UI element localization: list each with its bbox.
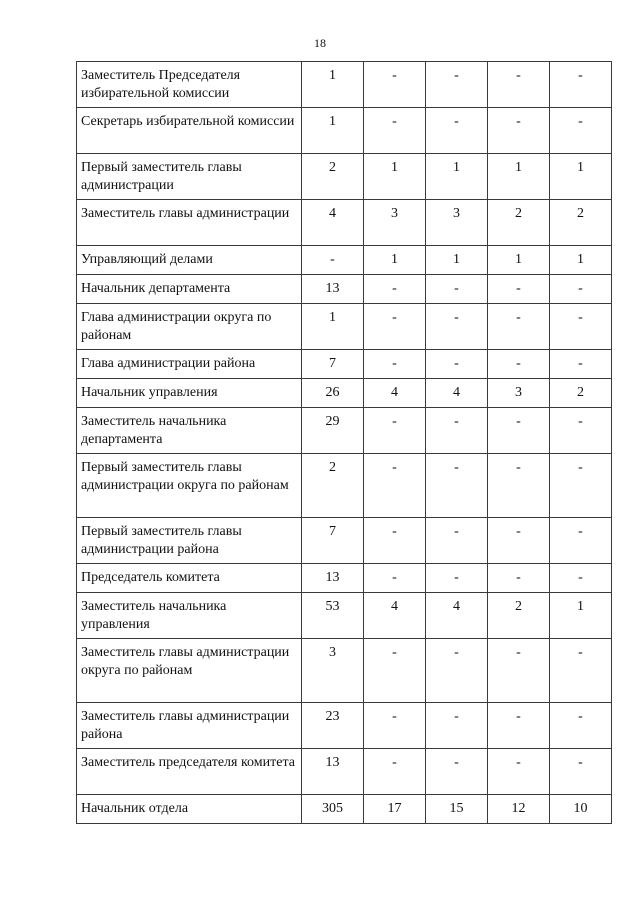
count-cell-1: -	[364, 454, 426, 518]
count-cell-1: -	[364, 275, 426, 304]
table-row	[77, 200, 612, 246]
count-cell-1: 3	[364, 200, 426, 246]
table-row	[77, 246, 612, 275]
count-cell-3: -	[488, 62, 550, 108]
count-cell-total: 1	[302, 62, 364, 108]
count-cell-total: 26	[302, 379, 364, 408]
position-title-cell: Глава администрации района	[77, 350, 302, 379]
count-cell-1: -	[364, 703, 426, 749]
count-cell-4: -	[550, 749, 612, 795]
table-row	[77, 108, 612, 154]
count-cell-4: -	[550, 350, 612, 379]
count-cell-4: 10	[550, 795, 612, 824]
count-cell-2: 4	[426, 379, 488, 408]
count-cell-4: -	[550, 639, 612, 703]
count-cell-total: 29	[302, 408, 364, 454]
table-body	[77, 62, 612, 824]
count-cell-2: -	[426, 454, 488, 518]
count-cell-4: 1	[550, 154, 612, 200]
page-number: 18	[314, 36, 326, 50]
count-cell-3: -	[488, 454, 550, 518]
count-cell-3: 3	[488, 379, 550, 408]
table-row	[77, 62, 612, 108]
count-cell-3: -	[488, 350, 550, 379]
count-cell-4: -	[550, 518, 612, 564]
count-cell-3: 2	[488, 200, 550, 246]
count-cell-3: -	[488, 749, 550, 795]
count-cell-total: 13	[302, 564, 364, 593]
count-cell-2: -	[426, 62, 488, 108]
position-title-cell: Управляющий делами	[77, 246, 302, 275]
position-title-cell: Глава администрации округа по районам	[77, 304, 302, 350]
count-cell-2: -	[426, 108, 488, 154]
count-cell-4: -	[550, 275, 612, 304]
count-cell-1: -	[364, 304, 426, 350]
count-cell-total: 305	[302, 795, 364, 824]
count-cell-2: -	[426, 275, 488, 304]
count-cell-3: 2	[488, 593, 550, 639]
count-cell-1: 4	[364, 593, 426, 639]
count-cell-total: 4	[302, 200, 364, 246]
position-title-cell: Начальник департамента	[77, 275, 302, 304]
count-cell-2: 15	[426, 795, 488, 824]
table-row	[77, 275, 612, 304]
count-cell-total: 2	[302, 454, 364, 518]
count-cell-total: 23	[302, 703, 364, 749]
count-cell-1: -	[364, 639, 426, 703]
table-row	[77, 454, 612, 518]
count-cell-3: -	[488, 703, 550, 749]
count-cell-2: 4	[426, 593, 488, 639]
position-title-cell: Начальник управления	[77, 379, 302, 408]
table-row	[77, 639, 612, 703]
table-row	[77, 350, 612, 379]
table-row	[77, 593, 612, 639]
count-cell-3: -	[488, 275, 550, 304]
count-cell-total: 13	[302, 275, 364, 304]
count-cell-3: -	[488, 639, 550, 703]
count-cell-4: 2	[550, 200, 612, 246]
count-cell-2: -	[426, 350, 488, 379]
count-cell-4: -	[550, 564, 612, 593]
position-title-cell: Секретарь избирательной комиссии	[77, 108, 302, 154]
position-title-cell: Заместитель начальника департамента	[77, 408, 302, 454]
count-cell-4: -	[550, 408, 612, 454]
position-title-cell: Заместитель главы администрации района	[77, 703, 302, 749]
position-title-cell: Первый заместитель главы администрации округа по районам	[77, 454, 302, 518]
count-cell-2: 1	[426, 154, 488, 200]
count-cell-4: -	[550, 703, 612, 749]
count-cell-total: 3	[302, 639, 364, 703]
count-cell-2: -	[426, 703, 488, 749]
position-title-cell: Заместитель главы администрации округа по районам	[77, 639, 302, 703]
table-row	[77, 154, 612, 200]
position-title-cell: Заместитель начальника управления	[77, 593, 302, 639]
table-row	[77, 518, 612, 564]
count-cell-2: -	[426, 564, 488, 593]
count-cell-4: -	[550, 454, 612, 518]
count-cell-total: 7	[302, 350, 364, 379]
position-title-cell: Первый заместитель главы администрации района	[77, 518, 302, 564]
count-cell-1: -	[364, 408, 426, 454]
count-cell-1: 1	[364, 246, 426, 275]
table-row	[77, 379, 612, 408]
count-cell-3: -	[488, 518, 550, 564]
count-cell-4: -	[550, 62, 612, 108]
count-cell-1: -	[364, 749, 426, 795]
count-cell-total: -	[302, 246, 364, 275]
count-cell-2: -	[426, 518, 488, 564]
count-cell-4: -	[550, 108, 612, 154]
count-cell-1: -	[364, 564, 426, 593]
count-cell-total: 1	[302, 108, 364, 154]
count-cell-1: 4	[364, 379, 426, 408]
count-cell-1: -	[364, 350, 426, 379]
count-cell-2: 1	[426, 246, 488, 275]
count-cell-total: 13	[302, 749, 364, 795]
table-row	[77, 703, 612, 749]
count-cell-total: 7	[302, 518, 364, 564]
count-cell-4: -	[550, 304, 612, 350]
position-title-cell: Начальник отдела	[77, 795, 302, 824]
count-cell-2: 3	[426, 200, 488, 246]
table-row	[77, 408, 612, 454]
count-cell-3: -	[488, 108, 550, 154]
count-cell-3: 12	[488, 795, 550, 824]
position-title-cell: Первый заместитель главы администрации	[77, 154, 302, 200]
position-title-cell: Заместитель главы администрации	[77, 200, 302, 246]
count-cell-4: 1	[550, 593, 612, 639]
count-cell-2: -	[426, 408, 488, 454]
count-cell-3: 1	[488, 154, 550, 200]
count-cell-3: -	[488, 304, 550, 350]
count-cell-4: 2	[550, 379, 612, 408]
count-cell-1: -	[364, 518, 426, 564]
count-cell-1: -	[364, 108, 426, 154]
position-title-cell: Заместитель Председателя избирательной комиссии	[77, 62, 302, 108]
count-cell-3: 1	[488, 246, 550, 275]
table-row	[77, 749, 612, 795]
table-row	[77, 304, 612, 350]
position-title-cell: Председатель комитета	[77, 564, 302, 593]
count-cell-2: -	[426, 639, 488, 703]
count-cell-3: -	[488, 408, 550, 454]
count-cell-3: -	[488, 564, 550, 593]
table-row	[77, 564, 612, 593]
count-cell-1: 17	[364, 795, 426, 824]
position-title-cell: Заместитель председателя комитета	[77, 749, 302, 795]
positions-table	[76, 61, 612, 824]
count-cell-1: 1	[364, 154, 426, 200]
count-cell-4: 1	[550, 246, 612, 275]
count-cell-total: 1	[302, 304, 364, 350]
count-cell-2: -	[426, 304, 488, 350]
count-cell-total: 53	[302, 593, 364, 639]
count-cell-2: -	[426, 749, 488, 795]
table-row	[77, 795, 612, 824]
count-cell-total: 2	[302, 154, 364, 200]
count-cell-1: -	[364, 62, 426, 108]
